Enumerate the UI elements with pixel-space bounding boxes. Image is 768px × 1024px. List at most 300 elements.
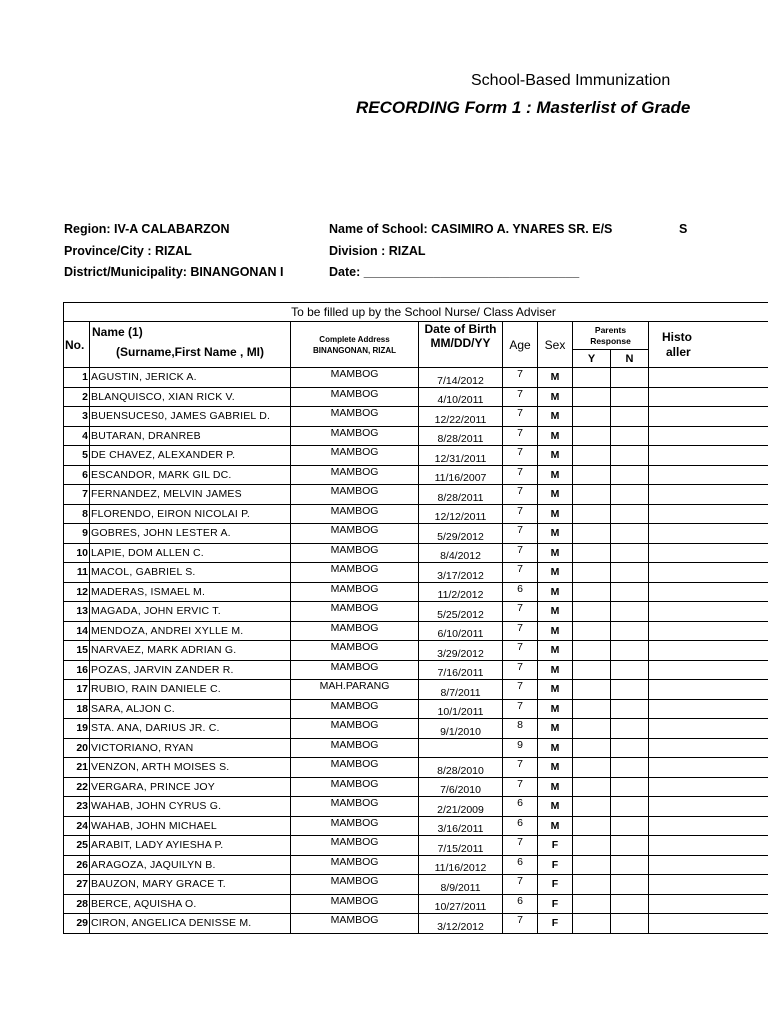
student-sex: M <box>538 641 573 661</box>
table-row <box>64 836 768 856</box>
student-name: GOBRES, JOHN LESTER A. <box>90 524 291 544</box>
student-address: MAMBOG <box>291 894 419 914</box>
parents-y-cell <box>573 777 611 797</box>
table-row <box>64 680 768 700</box>
parents-y-cell <box>573 485 611 505</box>
history-cell <box>649 407 768 427</box>
student-age: 6 <box>503 816 538 836</box>
student-dob: 11/2/2012 <box>419 582 503 602</box>
form-title: School-Based Immunization <box>471 72 671 89</box>
history-cell <box>649 914 768 934</box>
parents-n-cell <box>611 660 649 680</box>
school-label: Name of School: CASIMIRO A. YNARES SR. E/S <box>329 222 613 236</box>
parents-n-cell <box>611 894 649 914</box>
student-dob: 5/29/2012 <box>419 524 503 544</box>
student-name: CIRON, ANGELICA DENISSE M. <box>90 914 291 934</box>
student-age: 7 <box>503 543 538 563</box>
student-address: MAMBOG <box>291 602 419 622</box>
student-name: RUBIO, RAIN DANIELE C. <box>90 680 291 700</box>
table-row <box>64 524 768 544</box>
history-cell <box>649 426 768 446</box>
table-row <box>64 738 768 758</box>
parents-y-cell <box>573 602 611 622</box>
student-age: 6 <box>503 582 538 602</box>
parents-n-cell <box>611 641 649 661</box>
history-cell <box>649 894 768 914</box>
header-address-line1: Complete Address <box>319 334 390 344</box>
parents-y-cell <box>573 836 611 856</box>
history-cell <box>649 699 768 719</box>
student-age: 8 <box>503 719 538 739</box>
student-name: MADERAS, ISMAEL M. <box>90 582 291 602</box>
header-parents <box>573 322 649 350</box>
row-number: 22 <box>64 777 90 797</box>
student-address: MAMBOG <box>291 504 419 524</box>
parents-y-cell <box>573 914 611 934</box>
student-name: BAUZON, MARY GRACE T. <box>90 875 291 895</box>
parents-n-cell <box>611 407 649 427</box>
student-dob: 3/12/2012 <box>419 914 503 934</box>
student-age: 6 <box>503 855 538 875</box>
table-row <box>64 407 768 427</box>
student-name: SARA, ALJON C. <box>90 699 291 719</box>
student-name: FERNANDEZ, MELVIN JAMES <box>90 485 291 505</box>
table-row <box>64 504 768 524</box>
student-dob: 11/16/2007 <box>419 465 503 485</box>
history-cell <box>649 738 768 758</box>
parents-y-cell <box>573 465 611 485</box>
student-dob: 7/14/2012 <box>419 368 503 388</box>
student-sex: M <box>538 465 573 485</box>
history-cell <box>649 563 768 583</box>
region-label: Region: IV-A CALABARZON <box>64 222 230 236</box>
student-sex: M <box>538 777 573 797</box>
student-age: 7 <box>503 875 538 895</box>
student-name: WAHAB, JOHN MICHAEL <box>90 816 291 836</box>
student-sex: M <box>538 797 573 817</box>
parents-y-cell <box>573 855 611 875</box>
form-subtitle: RECORDING Form 1 : Masterlist of Grade <box>356 98 691 117</box>
parents-y-cell <box>573 407 611 427</box>
row-number: 27 <box>64 875 90 895</box>
student-sex: F <box>538 836 573 856</box>
student-age: 7 <box>503 660 538 680</box>
masterlist-sheet <box>63 302 768 945</box>
history-cell <box>649 816 768 836</box>
row-number: 20 <box>64 738 90 758</box>
header-history <box>649 322 768 368</box>
student-age: 7 <box>503 680 538 700</box>
student-address: MAMBOG <box>291 641 419 661</box>
header-history-line1: Histo <box>662 329 692 344</box>
row-number: 26 <box>64 855 90 875</box>
student-address: MAMBOG <box>291 407 419 427</box>
student-dob: 7/6/2010 <box>419 777 503 797</box>
district-label: District/Municipality: BINANGONAN I <box>64 265 284 279</box>
parents-n-cell <box>611 680 649 700</box>
student-name: POZAS, JARVIN ZANDER R. <box>90 660 291 680</box>
student-address: MAMBOG <box>291 582 419 602</box>
student-address: MAMBOG <box>291 465 419 485</box>
parents-n-cell <box>611 699 649 719</box>
parents-n-cell <box>611 719 649 739</box>
student-dob: 8/28/2010 <box>419 758 503 778</box>
history-cell <box>649 368 768 388</box>
student-address: MAMBOG <box>291 446 419 466</box>
student-name: WAHAB, JOHN CYRUS G. <box>90 797 291 817</box>
student-age: 6 <box>503 797 538 817</box>
parents-n-cell <box>611 485 649 505</box>
row-number: 23 <box>64 797 90 817</box>
parents-n-cell <box>611 368 649 388</box>
row-number: 9 <box>64 524 90 544</box>
student-sex: M <box>538 368 573 388</box>
student-address: MAMBOG <box>291 875 419 895</box>
parents-n-cell <box>611 446 649 466</box>
student-age: 7 <box>503 446 538 466</box>
student-age: 7 <box>503 426 538 446</box>
student-dob: 8/4/2012 <box>419 543 503 563</box>
student-name: BUTARAN, DRANREB <box>90 426 291 446</box>
parents-y-cell <box>573 797 611 817</box>
student-sex: M <box>538 524 573 544</box>
student-dob: 8/7/2011 <box>419 680 503 700</box>
history-cell <box>649 719 768 739</box>
table-row <box>64 875 768 895</box>
parents-y-cell <box>573 446 611 466</box>
parents-n-cell <box>611 875 649 895</box>
row-number: 7 <box>64 485 90 505</box>
student-dob: 12/12/2011 <box>419 504 503 524</box>
province-label: Province/City : RIZAL <box>64 244 192 258</box>
student-name: ARAGOZA, JAQUILYN B. <box>90 855 291 875</box>
parents-y-cell <box>573 641 611 661</box>
student-sex: M <box>538 758 573 778</box>
parents-n-cell <box>611 621 649 641</box>
parents-y-cell <box>573 680 611 700</box>
table-row <box>64 719 768 739</box>
header-address <box>291 322 419 368</box>
table-row <box>64 894 768 914</box>
header-address-line2: BINANGONAN, RIZAL <box>312 345 397 355</box>
row-number: 3 <box>64 407 90 427</box>
row-number: 5 <box>64 446 90 466</box>
parents-n-cell <box>611 426 649 446</box>
student-address: MAMBOG <box>291 855 419 875</box>
parents-n-cell <box>611 465 649 485</box>
student-sex: M <box>538 602 573 622</box>
student-sex: F <box>538 875 573 895</box>
student-name: FLORENDO, EIRON NICOLAI P. <box>90 504 291 524</box>
student-age: 7 <box>503 485 538 505</box>
parents-y-cell <box>573 563 611 583</box>
student-address: MAMBOG <box>291 758 419 778</box>
student-dob: 11/16/2012 <box>419 855 503 875</box>
student-address: MAMBOG <box>291 797 419 817</box>
parents-y-cell <box>573 582 611 602</box>
parents-n-cell <box>611 602 649 622</box>
parents-y-cell <box>573 816 611 836</box>
row-number: 2 <box>64 387 90 407</box>
header-history-line2: aller <box>666 344 691 359</box>
row-number: 12 <box>64 582 90 602</box>
student-sex: M <box>538 582 573 602</box>
student-age: 7 <box>503 524 538 544</box>
parents-n-cell <box>611 582 649 602</box>
history-cell <box>649 446 768 466</box>
student-address: MAMBOG <box>291 368 419 388</box>
student-age: 7 <box>503 914 538 934</box>
parents-y-cell <box>573 894 611 914</box>
history-cell <box>649 641 768 661</box>
division-label: Division : RIZAL <box>329 244 426 258</box>
parents-y-cell <box>573 426 611 446</box>
table-row <box>64 387 768 407</box>
table-row <box>64 641 768 661</box>
row-number: 15 <box>64 641 90 661</box>
parents-n-cell <box>611 563 649 583</box>
history-cell <box>649 855 768 875</box>
date-label: Date: _______________________________ <box>329 265 580 279</box>
student-age: 7 <box>503 504 538 524</box>
header-no: No. <box>64 322 90 368</box>
row-number: 29 <box>64 914 90 934</box>
parents-n-cell <box>611 504 649 524</box>
parents-n-cell <box>611 797 649 817</box>
student-dob: 9/1/2010 <box>419 719 503 739</box>
history-cell <box>649 660 768 680</box>
history-cell <box>649 524 768 544</box>
table-row <box>64 855 768 875</box>
history-cell <box>649 680 768 700</box>
header-sex: Sex <box>538 322 573 368</box>
table-row <box>64 602 768 622</box>
parents-y-cell <box>573 719 611 739</box>
student-dob: 3/16/2011 <box>419 816 503 836</box>
student-address: MAH.PARANG <box>291 680 419 700</box>
table-body <box>64 368 768 934</box>
header-name-line1: Name (1) <box>92 325 143 339</box>
student-dob: 10/1/2011 <box>419 699 503 719</box>
student-address: MAMBOG <box>291 660 419 680</box>
student-age: 7 <box>503 368 538 388</box>
row-number: 25 <box>64 836 90 856</box>
student-name: VICTORIANO, RYAN <box>90 738 291 758</box>
student-age: 7 <box>503 699 538 719</box>
history-cell <box>649 387 768 407</box>
table-row <box>64 621 768 641</box>
history-cell <box>649 465 768 485</box>
student-dob <box>419 738 503 758</box>
history-cell <box>649 602 768 622</box>
student-sex: M <box>538 719 573 739</box>
history-cell <box>649 543 768 563</box>
table-row <box>64 563 768 583</box>
table-row <box>64 660 768 680</box>
student-name: VENZON, ARTH MOISES S. <box>90 758 291 778</box>
row-number: 17 <box>64 680 90 700</box>
student-name: DE CHAVEZ, ALEXANDER P. <box>90 446 291 466</box>
table-row <box>64 543 768 563</box>
student-sex: F <box>538 855 573 875</box>
student-name: STA. ANA, DARIUS JR. C. <box>90 719 291 739</box>
parents-n-cell <box>611 524 649 544</box>
student-dob: 6/10/2011 <box>419 621 503 641</box>
student-sex: M <box>538 426 573 446</box>
header-dob <box>419 322 503 368</box>
student-age: 7 <box>503 407 538 427</box>
table-row <box>64 914 768 934</box>
student-name: MAGADA, JOHN ERVIC T. <box>90 602 291 622</box>
row-number: 10 <box>64 543 90 563</box>
history-cell <box>649 777 768 797</box>
row-number: 19 <box>64 719 90 739</box>
student-address: MAMBOG <box>291 387 419 407</box>
student-sex: M <box>538 563 573 583</box>
student-dob: 8/9/2011 <box>419 875 503 895</box>
table-row <box>64 485 768 505</box>
parents-y-cell <box>573 524 611 544</box>
history-cell <box>649 758 768 778</box>
table-band: To be filled up by the School Nurse/ Class Adviser <box>64 303 768 322</box>
student-dob: 3/29/2012 <box>419 641 503 661</box>
parents-y-cell <box>573 758 611 778</box>
student-sex: M <box>538 387 573 407</box>
student-dob: 5/25/2012 <box>419 602 503 622</box>
student-age: 7 <box>503 777 538 797</box>
table-row <box>64 758 768 778</box>
history-cell <box>649 504 768 524</box>
student-address: MAMBOG <box>291 524 419 544</box>
row-number: 6 <box>64 465 90 485</box>
student-name: ESCANDOR, MARK GIL DC. <box>90 465 291 485</box>
table-row <box>64 446 768 466</box>
student-sex: M <box>538 504 573 524</box>
history-cell <box>649 621 768 641</box>
student-address: MAMBOG <box>291 543 419 563</box>
student-name: LAPIE, DOM ALLEN C. <box>90 543 291 563</box>
row-number: 1 <box>64 368 90 388</box>
parents-y-cell <box>573 699 611 719</box>
student-name: MENDOZA, ANDREI XYLLE M. <box>90 621 291 641</box>
table-row <box>64 777 768 797</box>
cut-off-label: S <box>679 222 688 236</box>
student-dob: 8/28/2011 <box>419 426 503 446</box>
table-row <box>64 368 768 388</box>
parents-y-cell <box>573 368 611 388</box>
row-number: 11 <box>64 563 90 583</box>
student-age: 7 <box>503 836 538 856</box>
row-number: 18 <box>64 699 90 719</box>
student-dob: 12/22/2011 <box>419 407 503 427</box>
student-address: MAMBOG <box>291 914 419 934</box>
student-address: MAMBOG <box>291 836 419 856</box>
student-name: VERGARA, PRINCE JOY <box>90 777 291 797</box>
student-address: MAMBOG <box>291 719 419 739</box>
parents-y-cell <box>573 543 611 563</box>
header-dob-line2: MM/DD/YY <box>430 336 491 350</box>
student-age: 7 <box>503 387 538 407</box>
student-address: MAMBOG <box>291 699 419 719</box>
student-sex: M <box>538 621 573 641</box>
parents-n-cell <box>611 836 649 856</box>
parents-n-cell <box>611 387 649 407</box>
student-name: NARVAEZ, MARK ADRIAN G. <box>90 641 291 661</box>
student-address: MAMBOG <box>291 777 419 797</box>
parents-n-cell <box>611 914 649 934</box>
student-age: 6 <box>503 894 538 914</box>
student-sex: M <box>538 543 573 563</box>
student-dob: 10/27/2011 <box>419 894 503 914</box>
parents-n-cell <box>611 758 649 778</box>
row-number: 8 <box>64 504 90 524</box>
header-parents-line1: Parents <box>594 324 627 335</box>
row-number: 28 <box>64 894 90 914</box>
student-dob: 3/17/2012 <box>419 563 503 583</box>
parents-y-cell <box>573 875 611 895</box>
parents-n-cell <box>611 543 649 563</box>
parents-n-cell <box>611 777 649 797</box>
parents-n-cell <box>611 855 649 875</box>
student-dob: 2/21/2009 <box>419 797 503 817</box>
row-number: 24 <box>64 816 90 836</box>
student-name: MACOL, GABRIEL S. <box>90 563 291 583</box>
table-row <box>64 465 768 485</box>
history-cell <box>649 875 768 895</box>
header-dob-line1: Date of Birth <box>424 322 497 336</box>
student-sex: M <box>538 738 573 758</box>
table-row <box>64 426 768 446</box>
table-row <box>64 797 768 817</box>
parents-n-cell <box>611 738 649 758</box>
student-name: BUENSUCES0, JAMES GABRIEL D. <box>90 407 291 427</box>
masterlist-table <box>63 302 768 934</box>
student-address: MAMBOG <box>291 485 419 505</box>
student-age: 7 <box>503 602 538 622</box>
student-sex: M <box>538 699 573 719</box>
row-number: 21 <box>64 758 90 778</box>
student-sex: M <box>538 446 573 466</box>
history-cell <box>649 485 768 505</box>
student-address: MAMBOG <box>291 738 419 758</box>
history-cell <box>649 582 768 602</box>
student-dob: 7/15/2011 <box>419 836 503 856</box>
student-sex: M <box>538 485 573 505</box>
student-age: 7 <box>503 563 538 583</box>
student-sex: F <box>538 894 573 914</box>
student-address: MAMBOG <box>291 426 419 446</box>
student-age: 7 <box>503 465 538 485</box>
header-y: Y <box>573 350 611 368</box>
student-address: MAMBOG <box>291 563 419 583</box>
history-cell <box>649 797 768 817</box>
parents-n-cell <box>611 816 649 836</box>
parents-y-cell <box>573 660 611 680</box>
student-sex: F <box>538 914 573 934</box>
table-row <box>64 582 768 602</box>
student-name: BERCE, AQUISHA O. <box>90 894 291 914</box>
student-address: MAMBOG <box>291 816 419 836</box>
table-row <box>64 816 768 836</box>
row-number: 4 <box>64 426 90 446</box>
student-sex: M <box>538 816 573 836</box>
student-sex: M <box>538 680 573 700</box>
row-number: 16 <box>64 660 90 680</box>
parents-y-cell <box>573 504 611 524</box>
student-age: 7 <box>503 641 538 661</box>
student-name: BLANQUISCO, XIAN RICK V. <box>90 387 291 407</box>
header-name-line2: (Surname,First Name , MI) <box>115 345 265 359</box>
